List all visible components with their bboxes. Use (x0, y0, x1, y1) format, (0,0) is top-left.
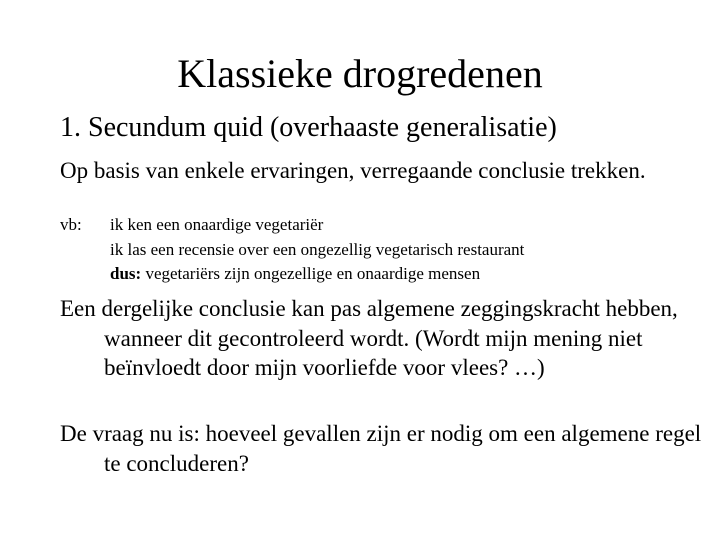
example-line-2: ik las een recensie over een ongezellig vegetarisch restaurant (110, 239, 525, 259)
conclusion-keyword: dus: (110, 264, 142, 283)
slide-subtitle: 1. Secundum quid (overhaaste generalisatie) (60, 112, 557, 143)
question-paragraph: De vraag nu is: hoeveel gevallen zijn er nodig om een algemene regel te concluderen? (60, 421, 702, 476)
example-line-3 (110, 262, 524, 287)
example-label: vb: (60, 215, 82, 234)
definition-paragraph: Op basis van enkele ervaringen, verregaande conclusie trekken. (60, 158, 646, 183)
slide-title: Klassieke drogredenen (177, 51, 543, 96)
conclusion-text: vegetariërs zijn ongezellige en onaardige mensen (141, 264, 481, 283)
validity-paragraph: Een dergelijke conclusie kan pas algemene zeggingskracht hebben, wanneer dit gecontroleerd wordt. (Wordt mijn mening niet beïnvloedt door mijn voorliefde voor vlees? …) (60, 296, 678, 380)
example-lines (110, 213, 524, 287)
example-line-1: ik ken een onaardige vegetariër (110, 215, 324, 234)
